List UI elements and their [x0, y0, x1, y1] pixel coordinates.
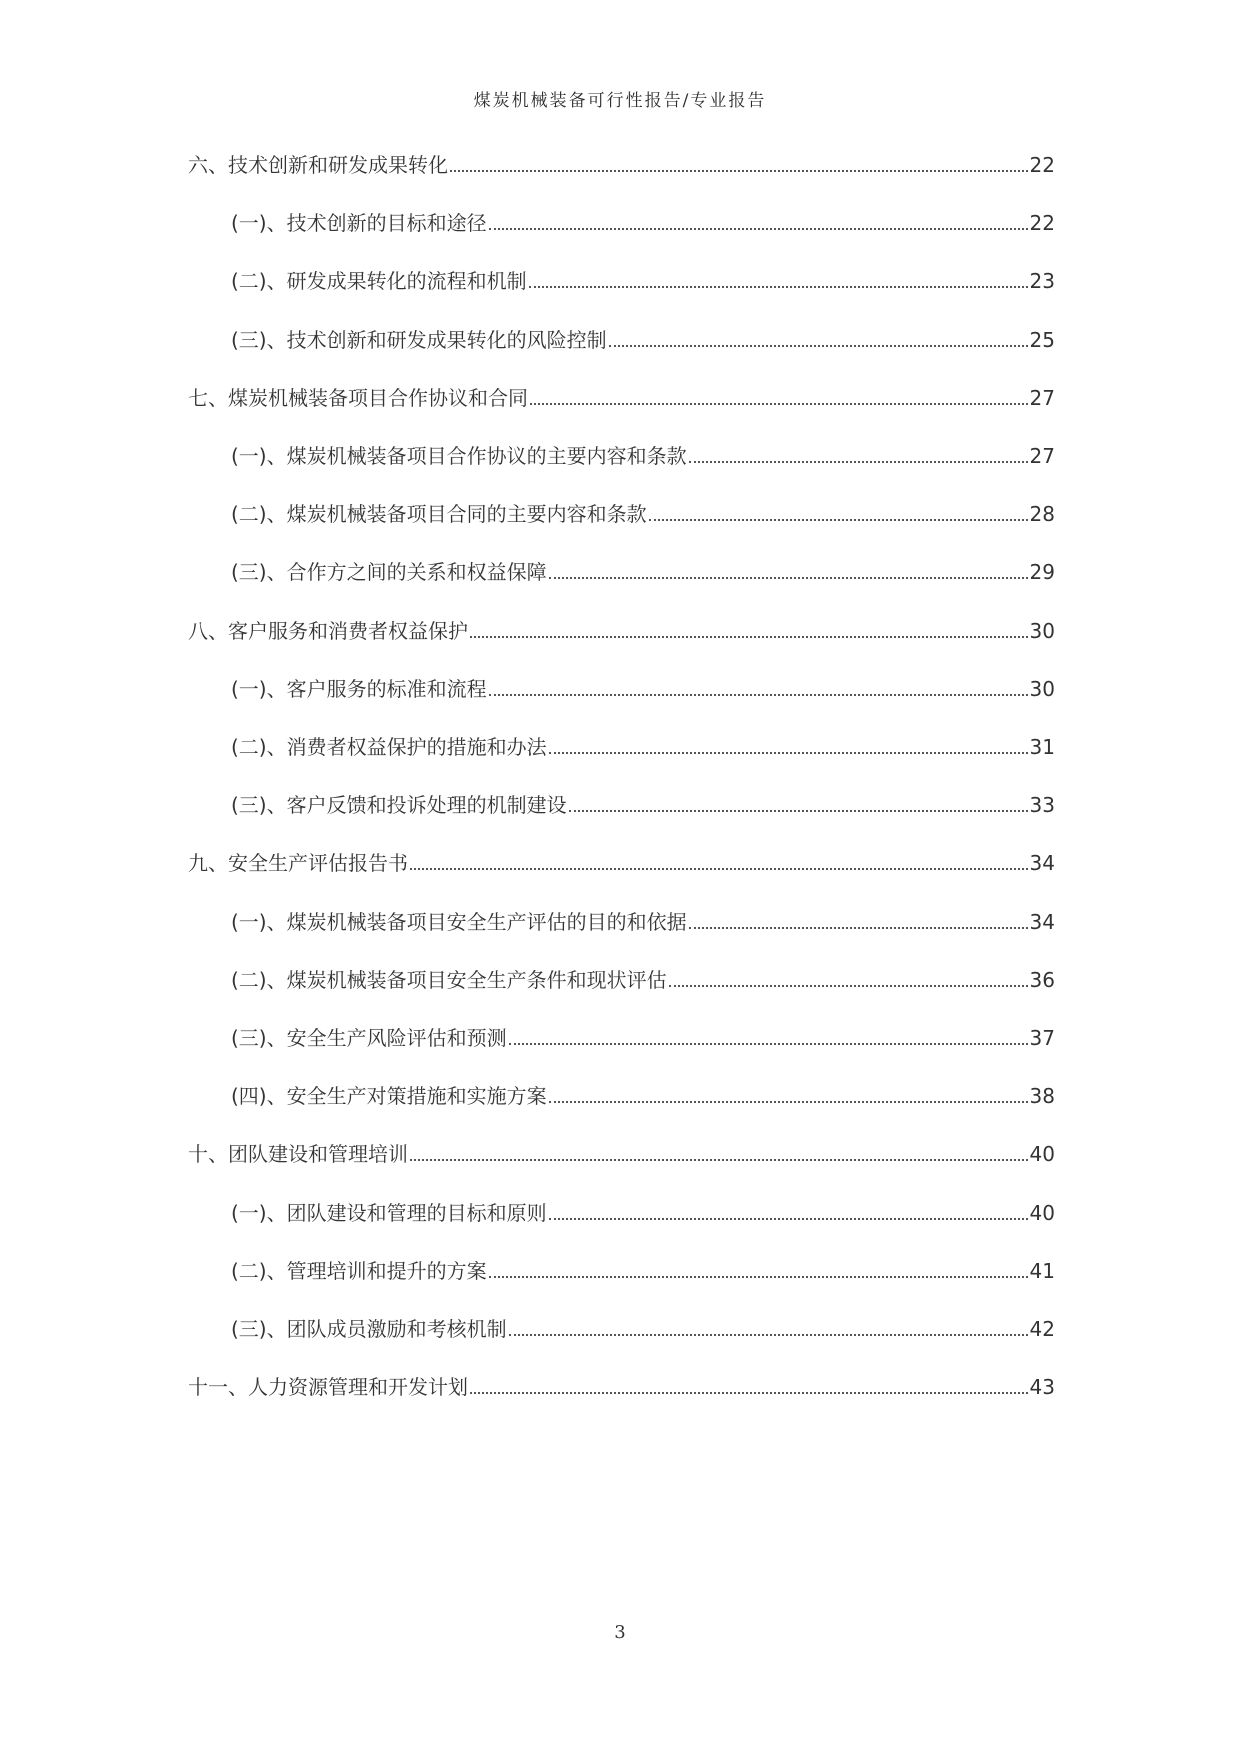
toc-section-entry[interactable]: [231, 323, 1055, 353]
toc-entry-title: (三)、客户反馈和投诉处理的机制建设: [231, 793, 567, 818]
toc-dot-leader: [530, 403, 1028, 405]
toc-entry-page: 22: [1029, 211, 1055, 236]
toc-entry-title: 十、团队建设和管理培训: [188, 1142, 408, 1167]
toc-entry-title: (一)、煤炭机械装备项目安全生产评估的目的和依据: [231, 909, 687, 934]
toc-dot-leader: [509, 1334, 1028, 1336]
toc-entry-title: (二)、煤炭机械装备项目合同的主要内容和条款: [231, 502, 647, 527]
toc-entry-page: 42: [1029, 1317, 1055, 1341]
toc-entry-page: 40: [1029, 1200, 1055, 1225]
toc-section-entry[interactable]: [231, 672, 1055, 702]
toc-entry-title: (一)、技术创新的目标和途径: [231, 211, 487, 236]
toc-entry-title: (一)、煤炭机械装备项目合作协议的主要内容和条款: [231, 444, 687, 468]
toc-section-entry[interactable]: [231, 1079, 1055, 1109]
toc-dot-leader: [609, 345, 1028, 347]
toc-section-entry[interactable]: [231, 730, 1055, 760]
toc-chapter-entry[interactable]: [188, 148, 1055, 178]
toc-section-entry[interactable]: [231, 497, 1055, 527]
toc-chapter-entry[interactable]: [188, 1370, 1055, 1400]
toc-entry-page: 33: [1029, 793, 1055, 818]
toc-dot-leader: [509, 1043, 1028, 1045]
toc-entry-title: (二)、管理培训和提升的方案: [231, 1258, 487, 1283]
toc-section-entry[interactable]: [231, 788, 1055, 818]
toc-chapter-entry[interactable]: [188, 614, 1055, 644]
toc-section-entry[interactable]: [231, 905, 1055, 935]
page-number: 3: [614, 1622, 626, 1643]
toc-entry-title: (四)、安全生产对策措施和实施方案: [231, 1084, 547, 1109]
toc-entry-page: 27: [1029, 385, 1055, 410]
toc-entry-title: 八、客户服务和消费者权益保护: [188, 618, 468, 643]
toc-entry-title: (三)、团队成员激励和考核机制: [231, 1317, 507, 1341]
toc-dot-leader: [549, 1218, 1028, 1220]
toc-entry-title: 九、安全生产评估报告书: [188, 851, 408, 876]
toc-dot-leader: [529, 286, 1028, 288]
toc-dot-leader: [470, 636, 1028, 638]
toc-dot-leader: [649, 519, 1028, 521]
toc-entry-title: 十一、人力资源管理和开发计划: [188, 1375, 468, 1400]
toc-section-entry[interactable]: [231, 555, 1055, 585]
toc-section-entry[interactable]: [231, 963, 1055, 993]
running-header: 煤炭机械装备可行性报告/专业报告: [473, 91, 767, 111]
toc-dot-leader: [410, 1159, 1028, 1161]
toc-section-entry[interactable]: [231, 1196, 1055, 1226]
toc-entry-page: 38: [1029, 1084, 1055, 1109]
toc-dot-leader: [669, 985, 1028, 987]
toc-entry-title: (三)、安全生产风险评估和预测: [231, 1026, 507, 1050]
toc-entry-title: (一)、团队建设和管理的目标和原则: [231, 1200, 547, 1225]
toc-dot-leader: [489, 1276, 1028, 1278]
toc-entry-title: 六、技术创新和研发成果转化: [188, 153, 448, 177]
toc-dot-leader: [689, 927, 1028, 929]
toc-entry-title: (三)、技术创新和研发成果转化的风险控制: [231, 327, 607, 352]
toc-entry-page: 34: [1029, 909, 1055, 934]
toc-section-entry[interactable]: [231, 1254, 1055, 1284]
toc-entry-page: 22: [1029, 153, 1055, 177]
toc-entry-title: 七、煤炭机械装备项目合作协议和合同: [188, 385, 528, 410]
toc-dot-leader: [410, 868, 1028, 870]
toc-entry-page: 23: [1029, 269, 1055, 294]
toc-section-entry[interactable]: [231, 264, 1055, 294]
toc-dot-leader: [549, 577, 1028, 579]
toc-dot-leader: [569, 810, 1028, 812]
toc-dot-leader: [689, 461, 1028, 463]
toc-entry-title: (二)、煤炭机械装备项目安全生产条件和现状评估: [231, 967, 667, 992]
toc-dot-leader: [549, 752, 1028, 754]
toc-section-entry[interactable]: [231, 206, 1055, 236]
toc-entry-page: 37: [1029, 1026, 1055, 1050]
toc-entry-page: 34: [1029, 851, 1055, 876]
toc-chapter-entry[interactable]: [188, 381, 1055, 411]
toc-entry-title: (二)、研发成果转化的流程和机制: [231, 269, 527, 294]
toc-entry-page: 43: [1029, 1375, 1055, 1400]
toc-entry-page: 29: [1029, 560, 1055, 585]
toc-chapter-entry[interactable]: [188, 1137, 1055, 1167]
toc-section-entry[interactable]: [231, 1021, 1055, 1051]
toc-entry-page: 36: [1029, 967, 1055, 992]
toc-entry-page: 41: [1029, 1258, 1055, 1283]
toc-entry-title: (一)、客户服务的标准和流程: [231, 676, 487, 701]
toc-entry-page: 40: [1029, 1142, 1055, 1167]
toc-dot-leader: [450, 170, 1028, 172]
toc-entry-title: (二)、消费者权益保护的措施和办法: [231, 735, 547, 759]
toc-chapter-entry[interactable]: [188, 846, 1055, 876]
toc-entry-page: 27: [1029, 444, 1055, 468]
toc-dot-leader: [489, 228, 1028, 230]
toc-entry-page: 25: [1029, 327, 1055, 352]
toc-entry-page: 30: [1029, 618, 1055, 643]
toc-dot-leader: [549, 1101, 1028, 1103]
toc-entry-page: 28: [1029, 502, 1055, 527]
toc-section-entry[interactable]: [231, 439, 1055, 469]
toc-entry-page: 30: [1029, 676, 1055, 701]
toc-dot-leader: [470, 1392, 1028, 1394]
toc-section-entry[interactable]: [231, 1312, 1055, 1342]
toc-dot-leader: [489, 694, 1028, 696]
toc-entry-title: (三)、合作方之间的关系和权益保障: [231, 560, 547, 585]
toc-entry-page: 31: [1029, 735, 1055, 759]
